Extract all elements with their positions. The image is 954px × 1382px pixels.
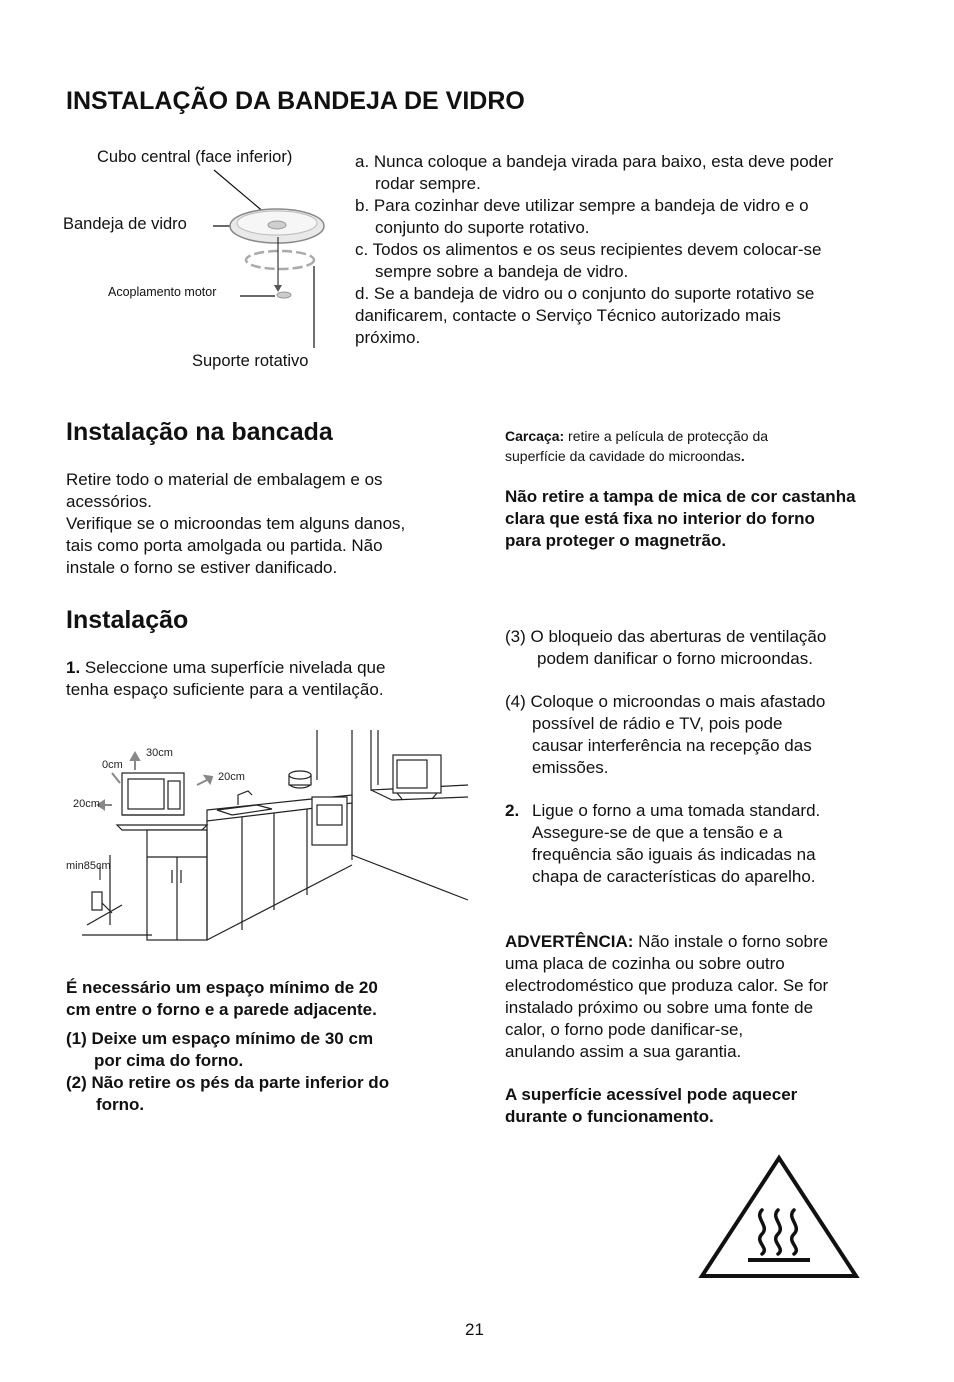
fig-label-20cm-left: 20cm: [73, 798, 100, 810]
item-3: (3) O bloqueio das aberturas de ventilação podem danificar o forno microondas.: [505, 627, 827, 668]
step-2: 2. Ligue o forno a uma tomada standard. Assegure-se de que a tensão e a frequência são iguais ás indicadas na chapa de características do aparelho.: [505, 801, 821, 886]
heading-installation: Instalação: [66, 606, 189, 634]
note-c: c. Todos os alimentos e os seus recipientes devem colocar-se sempre sobre a bandeja de vidro.: [355, 240, 822, 281]
fig-label-0cm: 0cm: [102, 759, 123, 771]
note-a: a. Nunca coloque a bandeja virada para baixo, esta deve poder rodar sempre.: [355, 152, 834, 193]
mica-cover-warning: Não retire a tampa de mica de cor castanha clara que está fixa no interior do forno para proteger o magnetrão.: [505, 487, 856, 550]
fig-label-20cm-right: 20cm: [218, 771, 245, 783]
label-rotating-support: Suporte rotativo: [192, 352, 309, 370]
kitchen-clearance-diagram: [62, 725, 474, 947]
fig-label-min85cm: min85cm: [66, 860, 111, 872]
hot-surface-warning-icon: [696, 1152, 862, 1282]
install-items: (1) Deixe um espaço mínimo de 30 cm por cima do forno. (2) Não retire os pés da parte inferior do forno.: [66, 1029, 390, 1114]
hot-surface-warning: A superfície acessível pode aquecer durante o funcionamento.: [505, 1085, 798, 1126]
fig-label-30cm: 30cm: [146, 747, 173, 759]
glass-tray-diagram: [200, 165, 340, 355]
page-title: INSTALAÇÃO DA BANDEJA DE VIDRO: [66, 87, 525, 115]
note-d: d. Se a bandeja de vidro ou o conjunto do suporte rotativo se danificarem, contacte o Serviço Técnico autorizado mais próximo.: [355, 284, 815, 347]
label-central-hub: Cubo central (face inferior): [97, 148, 293, 166]
tray-notes: [355, 151, 915, 349]
bench-text: Retire todo o material de embalagem e os acessórios. Verifique se o microondas tem alguns danos, tais como porta amolgada ou partida. Não instale o forno se estiver danificado.: [66, 470, 406, 577]
label-motor-coupling: Acoplamento motor: [108, 285, 217, 299]
warning-block: ADVERTÊNCIA: Não instale o forno sobre uma placa de cozinha ou sobre outro electrodoméstico que produza calor. Se for instalado próximo ou sobre uma fonte de calor, o forno pode danificar-se, anulando assim a sua garantia.: [505, 932, 829, 1061]
step-1: 1. Seleccione uma superfície nivelada que tenha espaço suficiente para a ventilação.: [66, 658, 386, 699]
cavity-note: Carcaça: retire a película de protecção da superfície da cavidade do microondas.: [505, 428, 769, 464]
heading-bench-installation: Instalação na bancada: [66, 418, 333, 446]
min-space-requirement: É necessário um espaço mínimo de 20 cm entre o forno e a parede adjacente.: [66, 978, 378, 1019]
page-number: 21: [465, 1320, 484, 1339]
item-4: (4) Coloque o microondas o mais afastado possível de rádio e TV, pois pode causar interferência na recepção das emissões.: [505, 692, 826, 777]
note-b: b. Para cozinhar deve utilizar sempre a bandeja de vidro e o conjunto do suporte rotativo.: [355, 196, 809, 237]
label-glass-tray: Bandeja de vidro: [63, 215, 187, 233]
